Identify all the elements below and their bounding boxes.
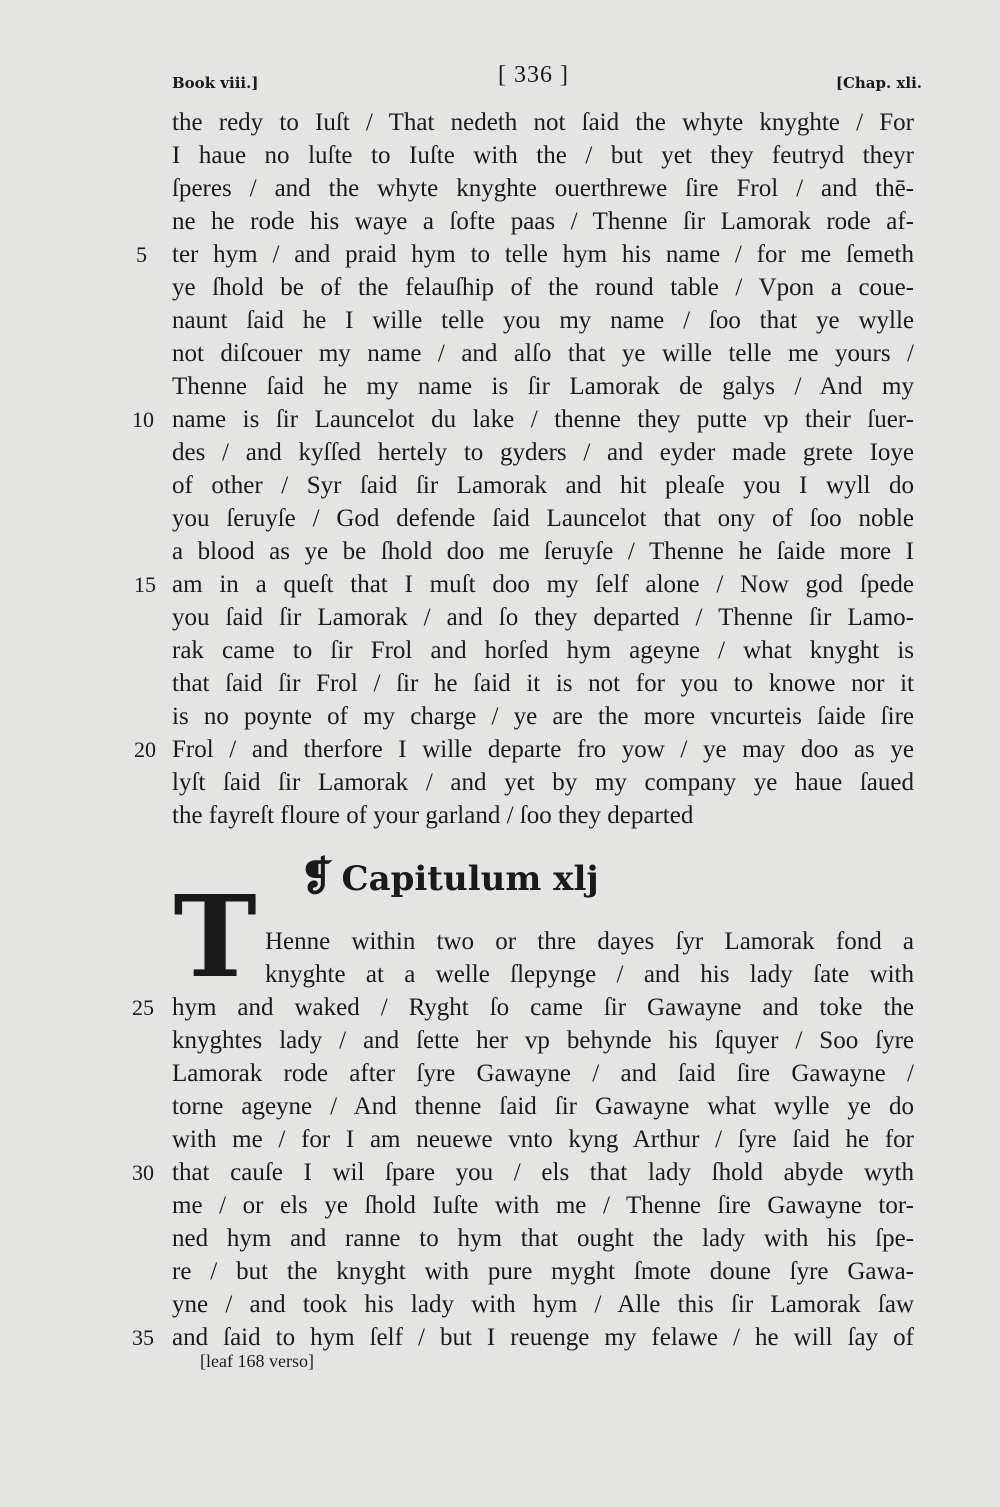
text-line: a blood as ye be ſhold doo me ſeruyſe / Thenne he ſaide more I — [172, 538, 914, 565]
text-line: re / but the knyght with pure myght ſmote doune ſyre Gawa- — [172, 1258, 914, 1285]
text-line: des / and kyſſed hertely to gyders / and eyder made grete Ioye — [172, 439, 914, 466]
text-line: I haue no luſte to Iuſte with the / but yet they feutryd theyr — [172, 142, 914, 169]
text-line: me / or els ye ſhold Iuſte with me / Thenne ſire Gawayne tor- — [172, 1192, 914, 1219]
text-line: and ſaid to hym ſelf / but I reuenge my felawe / he will ſay of — [172, 1324, 914, 1351]
text-line: ter hym / and praid hym to telle hym his name / for me ſemeth — [172, 241, 914, 268]
page-number: [ 336 ] — [498, 62, 569, 88]
text-line: ye ſhold be of the felauſhip of the round table / Vpon a coue- — [172, 274, 914, 301]
text-line: the redy to Iuſt / That nedeth not ſaid the whyte knyghte / For — [172, 109, 914, 136]
line-number: 35 — [132, 1325, 154, 1350]
text-line: ned hym and ranne to hym that ought the lady with his ſpe- — [172, 1225, 914, 1252]
text-line: with me / for I am neuewe vnto kyng Arthur / ſyre ſaid he for — [172, 1126, 914, 1153]
text-line: naunt ſaid he I wille telle you my name / ſoo that ye wylle — [172, 307, 914, 334]
text-line: ne he rode his waye a ſofte paas / Thenne ſir Lamorak rode af- — [172, 208, 914, 235]
chapter-reference: [Chap. xli. — [835, 74, 922, 92]
line-number: 30 — [132, 1160, 154, 1185]
line-number: 20 — [134, 737, 156, 762]
text-line: name is ſir Launcelot du lake / thenne they putte vp their ſuer- — [172, 406, 914, 433]
text-line: that cauſe I wil ſpare you / els that lady ſhold abyde wyth — [172, 1159, 914, 1186]
pilcrow-icon: ❡ — [300, 853, 334, 900]
text-line: knyghte at a welle ſlepynge / and his lady ſate with — [265, 961, 914, 988]
text-line: Frol / and therfore I wille departe fro yow / ye may doo as ye — [172, 736, 914, 763]
text-line: is no poynte of my charge / ye are the more vncurteis ſaide ſire — [172, 703, 914, 730]
line-number: 5 — [136, 242, 147, 267]
leaf-reference: [leaf 168 verso] — [200, 1351, 314, 1371]
text-line: that ſaid ſir Frol / ſir he ſaid it is not for you to knowe nor it — [172, 670, 914, 697]
text-line: Lamorak rode after ſyre Gawayne / and ſaid ſire Gawayne / — [172, 1060, 914, 1087]
line-number: 10 — [132, 407, 154, 432]
text-line: lyſt ſaid ſir Lamorak / and yet by my company ye haue ſaued — [172, 769, 914, 796]
running-head — [0, 62, 1000, 102]
text-line: the fayreſt floure of your garland / ſoo they departed — [172, 802, 694, 829]
text-line: yne / and took his lady with hym / Alle this ſir Lamorak ſaw — [172, 1291, 914, 1318]
text-line: rak came to ſir Frol and horſed hym ageyne / what knyght is — [172, 637, 914, 664]
text-line: you ſeruyſe / God defende ſaid Launcelot that ony of ſoo noble — [172, 505, 914, 532]
text-line: knyghtes lady / and ſette her vp behynde his ſquyer / Soo ſyre — [172, 1027, 914, 1054]
line-number: 25 — [132, 995, 154, 1020]
chapter-title: Capitulum xlj — [341, 859, 599, 899]
text-line: ſperes / and the whyte knyghte ouerthrewe ſire Frol / and thē- — [172, 175, 914, 202]
drop-cap: T — [173, 872, 257, 1003]
book-reference: Book viii.] — [172, 74, 259, 92]
text-line: torne ageyne / And thenne ſaid ſir Gawayne what wylle ye do — [172, 1093, 914, 1120]
text-line: am in a queſt that I muſt doo my ſelf alone / Now god ſpede — [172, 571, 914, 598]
line-number: 15 — [134, 572, 156, 597]
text-line: of other / Syr ſaid ſir Lamorak and hit pleaſe you I wyll do — [172, 472, 914, 499]
text-line: you ſaid ſir Lamorak / and ſo they departed / Thenne ſir Lamo- — [172, 604, 914, 631]
chapter-heading — [300, 852, 740, 902]
text-line: Henne within two or thre dayes ſyr Lamorak fond a — [265, 928, 914, 955]
text-line: Thenne ſaid he my name is ſir Lamorak de galys / And my — [172, 373, 914, 400]
text-line: not diſcouer my name / and alſo that ye wille telle me yours / — [172, 340, 914, 367]
text-line: hym and waked / Ryght ſo came ſir Gawayne and toke the — [172, 994, 914, 1021]
